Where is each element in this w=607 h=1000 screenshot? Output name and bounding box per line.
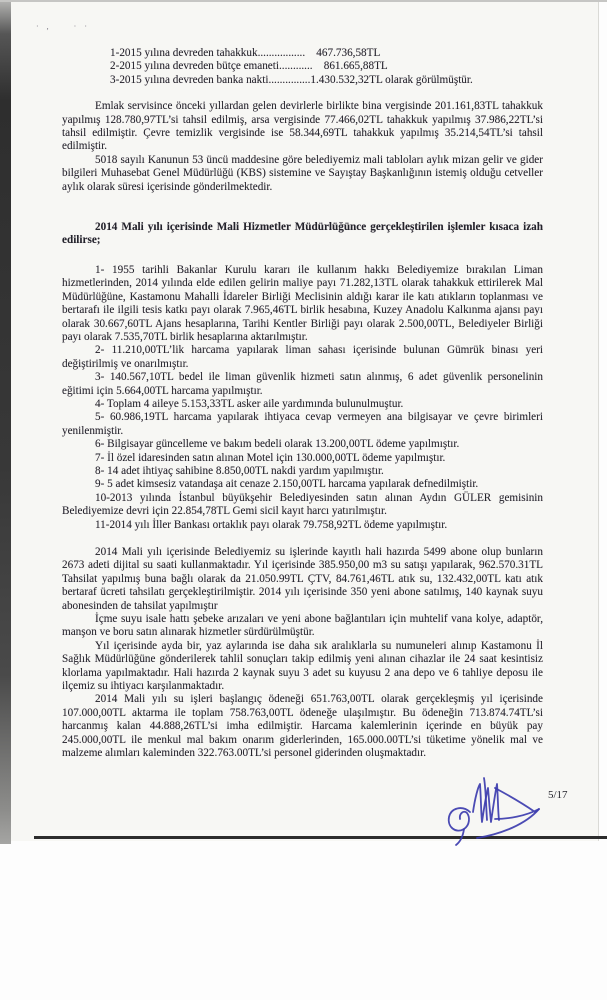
- page-number: 5/17: [548, 789, 568, 801]
- paragraph-su-isleri: 2014 Mali yılı içerisinde Belediyemiz su işlerinde kayıtlı hali hazırda 5499 abone olup bunların 2673 adeti dijital su saati kullanmaktadır. Yıl içerisinde 385.950,00 m3 su satışı yapılarak, 962.570.31TL Tahsilat yapılmış buna bağlı olarak da 21.050.99TL ÇTV, 84.761,46TL atık su, 132.432,00TL katı atık bertaraf ücreti tahsilatı gerçekleştirilmiştir. 2014 yılı içerisinde 350 yeni abone satılmış, 140 kaynak suyu abonesinden de tahsilat yapılmıştır: [62, 546, 543, 612]
- list-item-6: 6- Bilgisayar güncelleme ve bakım bedeli olarak 13.200,00TL ödeme yapılmıştır.: [95, 438, 460, 451]
- paragraph-5018-kanun: 5018 sayılı Kanunun 53 üncü maddesine göre belediyemiz mali tabloları aylık mizan gelir ve gider bilgileri Muhasebat Genel Müdürlüğü (KBS) sistemine ve Sayıştay Başkanlığının istemiş olduğu cetveller aylık olarak süresi içerisinde gönderilmektedir.: [62, 153, 543, 193]
- paragraph-emlak-servisi: Emlak servisince önceki yıllardan gelen devirlerle birlikte bina vergisinde 201.161,83TL tahakkuk yapılmış 128.780,97TL’si tahsil edilmiş, arsa vergisinde 77.466,02TL tahakkuk yapılmış 37.986,22TL’si tahsil edilmiştir. Çevre temizlik vergisinde ise 58.344,69TL tahakkuk yapılmış 35.214,54TL’si tahsil edilmiştir.: [62, 100, 543, 153]
- carryover-line-butce-emaneti: 2-2015 yılına devreden bütçe emaneti............ 861.665,88TL: [110, 60, 388, 73]
- scan-left-edge: [0, 0, 11, 844]
- list-item-8: 8- 14 adet ihtiyaç sahibine 8.850,00TL nakdi yardım yapılmıştır.: [95, 464, 384, 477]
- signature: [440, 770, 560, 860]
- list-item-4: 4- Toplam 4 aileye 5.153,33TL asker aile yardımında bulunulmuştur.: [95, 397, 404, 410]
- paragraph-su-odenegi: 2014 Mali yılı su işleri başlangıç ödeneği 651.763,00TL olarak gerçekleşmiş yıl içerisinde 107.000,00TL aktarma ile toplam 758.763,00TL ödeneğe ulaşılmıştır. Bu ödeneğin 713.874.74TL’si harcanmış kalan 44.888,26TL’si imha edilmiştir. Harcama kalemlerinin içerinde en büyük pay 245.000,00TL ile menkul mal bakım onarım giderlerinden, 165.000.00TL’si tüketime yönelik mal ve malzeme alımları kaleminden 322.763.00TL’si personel giderinden oluşmaktadır.: [62, 693, 543, 760]
- section-heading: 2014 Mali yılı içerisinde Mali Hizmetler Müdürlüğünce gerçekleştirilen işlemler kısaca izah edilirse;: [62, 221, 543, 247]
- list-item-5: 5- 60.986,19TL harcama yapılarak ihtiyaca cevap vermeyen ana bilgisayar ve çevre birimleri yenilenmiştir.: [62, 411, 543, 437]
- list-item-3: 3- 140.567,10TL bedel ile liman güvenlik hizmeti satın alınmış, 6 adet güvenlik personelinin eğitimi için 5.664,00TL harcama yapılmıştır.: [62, 371, 543, 397]
- document-body: [62, 47, 543, 761]
- carryover-list: [110, 47, 543, 87]
- list-item-1: 1- 1955 tarihli Bakanlar Kurulu kararı ile kullanım hakkı Belediyemize bırakılan Liman hizmetlerinden, 2014 yılında elde edilen gelirin maliye payı 71.282,13TL olarak tahakkuk ettirilerek Mal Müdürlüğüne, Kastamonu Mahalli İdareler Birliği Meclisinin aldığı karar ile katı atıkların toplanması ve bertarafı ile ilgili tesis katkı payı olarak 7.965,46TL birlik hesabına, Kuzey Anadolu Kalkınma ajansı payı olarak 30.667,60TL Ajans hesaplarına, Tarihi Kentler Birliği payı olarak 2.500,00TL, Belediyeler Birliği payı olarak 7.535,70TL birlik hesaplarına aktarılmıştır.: [62, 263, 543, 343]
- pen-mark: · ·: [73, 22, 90, 31]
- document-page: [11, 0, 599, 841]
- pen-marks: [24, 13, 90, 40]
- paragraph-su-numuneleri: Yıl içerisinde ayda bir, yaz aylarında ise daha sık aralıklarla su numuneleri alınıp Kastamonu İl Sağlık Müdürlüğüne gönderilerek tahlil sonuçları takip edilmiş yeni alınan cihazlar ile 24 saat kesintisiz klorlama yapılmaktadır. Hali hazırda 2 kaynak suyu 3 adet su kuyusu 2 ana depo ve 6 tahliye deposu ile ilçemiz su ihtiyacı karşılanmaktadır.: [62, 639, 543, 693]
- list-item-7: 7- İl özel idaresinden satın alınan Motel için 130.000,00TL ödeme yapılmıştır.: [95, 451, 446, 464]
- paragraph-icme-suyu: İçme suyu isale hattı şebeke arızaları ve yeni abone bağlantıları için muhtelif vana kolye, adaptör, manşon ve boru satın alınarak hizmetler sürdürülmüştür.: [62, 613, 543, 639]
- list-item-11: 11-2014 yılı İller Bankası ortaklık payı olarak 79.758,92TL ödeme yapılmıştır.: [95, 518, 448, 531]
- carryover-line-tahakkuk: 1-2015 yılına devreden tahakkuk................. 467.736,58TL: [110, 47, 381, 59]
- list-item-9: 9- 5 adet kimsesiz vatandaşa ait cenaze 2.150,00TL harcama yapılarak defnedilmiştir.: [95, 478, 479, 491]
- carryover-line-banka-nakti: 3-2015 yılına devreden banka nakti...............1.430.532,32TL olarak görülmüştür.: [110, 73, 473, 86]
- list-item-10: 10-2013 yılında İstanbul büyükşehir Belediyesinden satın alınan Aydın GÜLER gemisinin Belediyemize devri için 22.854,78TL Gemi sicil kayıt harcı yatırılmıştır.: [62, 491, 543, 518]
- list-item-2: 2- 11.210,00TL’lik harcama yapılarak liman sahası içerisinde bulunan Gümrük binası yeri değiştirilmiş ve onarılmıştır.: [62, 344, 543, 370]
- pen-mark: · ,: [36, 22, 52, 31]
- scan-top-edge: [0, 0, 607, 2]
